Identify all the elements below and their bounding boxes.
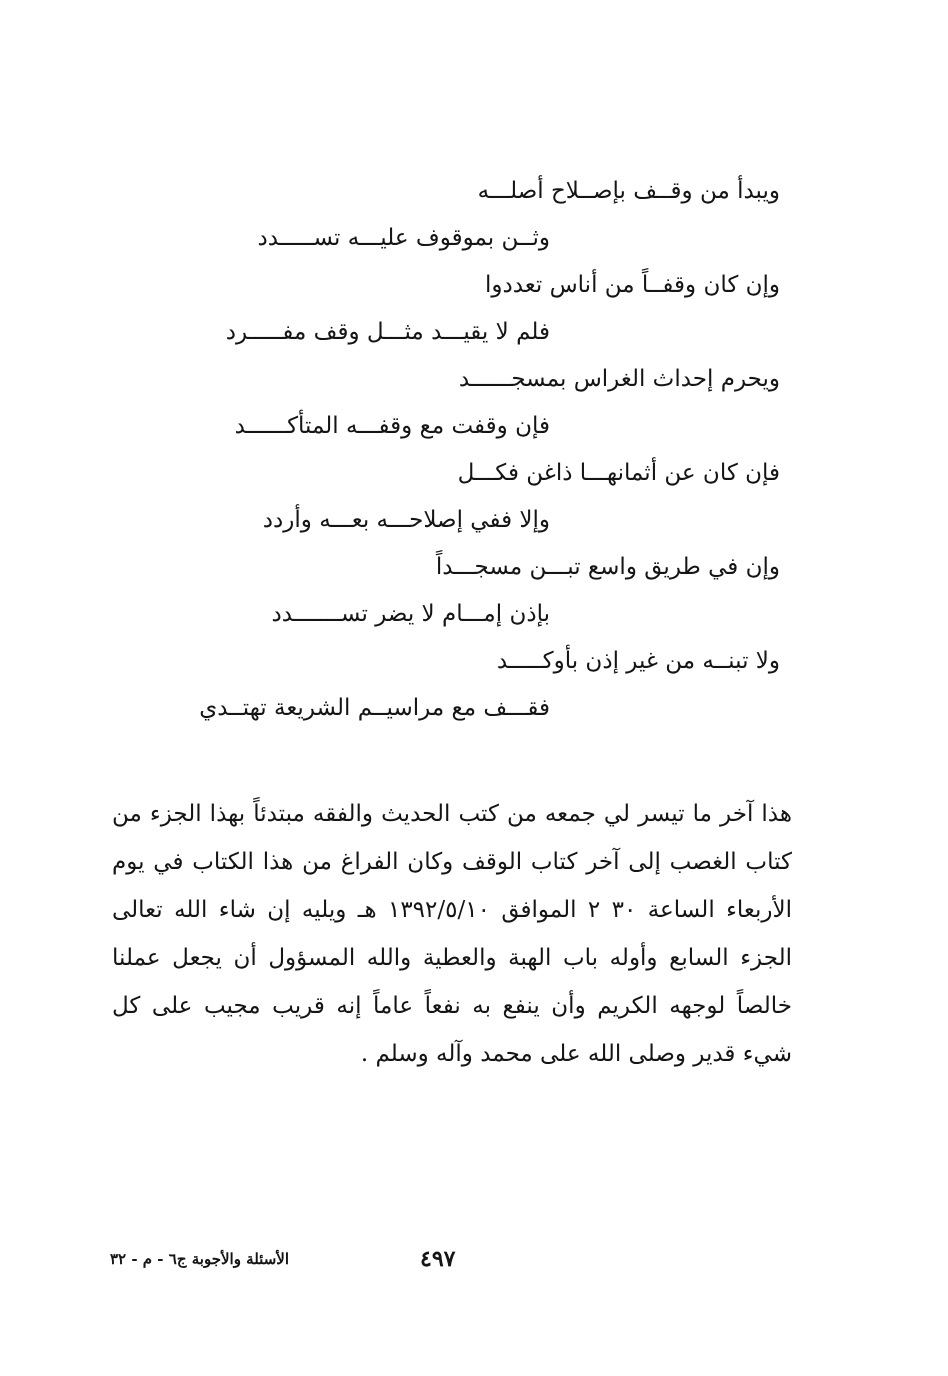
verse-line: وثــن بموقوف عليـــه تســـــدد — [257, 225, 550, 251]
verse-line: فلم لا يقيـــد مثـــل وقف مفـــــرد — [225, 319, 550, 345]
verse-line: ويحرم إحداث الغراس بمسجــــــد — [458, 366, 780, 392]
verse-line: ولا تبنــه من غير إذن بأوكـــــد — [496, 648, 780, 674]
poem-block — [120, 168, 780, 732]
verse-line: ويبدأ من وقــف بإصــلاح أصلـــه — [477, 178, 780, 204]
verse-line: فإن وقفت مع وقفـــه المتأكــــــد — [234, 413, 550, 439]
page-footer — [100, 1244, 800, 1280]
verse-line: وإلا ففي إصلاحـــه بعـــه وأردد — [262, 507, 550, 533]
verse-line: وإن في طريق واسع تبـــن مسجـــداً — [435, 554, 780, 580]
book-reference: الأسئلة والأجوبة ج٦ - م - ٣٢ — [110, 1250, 289, 1268]
verse-line: وإن كان وقفــاً من أناس تعددوا — [484, 272, 780, 298]
verse-line: فقـــف مع مراسيــم الشريعة تهتــدي — [199, 695, 550, 721]
verse-line: فإن كان عن أثمانهـــا ذاغن فكـــل — [457, 460, 780, 486]
page-number: ٤٩٧ — [420, 1246, 456, 1272]
closing-paragraph: هذا آخر ما تيسر لي جمعه من كتب الحديث والفقه مبتدئاً بهذا الجزء من كتاب الغصب إلى آخر كتاب الوقف وكان الفراغ من هذا الكتاب في يوم الأربعاء الساعة ٣٠ ٢ الموافق ١٣٩٢/٥/١٠ هـ ويليه إن شاء الله تعالى الجزء السابع وأوله باب الهبة والعطية والله المسؤول أن يجعل عملنا خالصاً لوجهه الكريم وأن ينفع به نفعاً عاماً إنه قريب مجيب على كل شيء قدير وصلى الله على محمد وآله وسلم . — [112, 801, 793, 1067]
verse-line: بإذن إمـــام لا يضر تســـــــدد — [271, 601, 550, 627]
